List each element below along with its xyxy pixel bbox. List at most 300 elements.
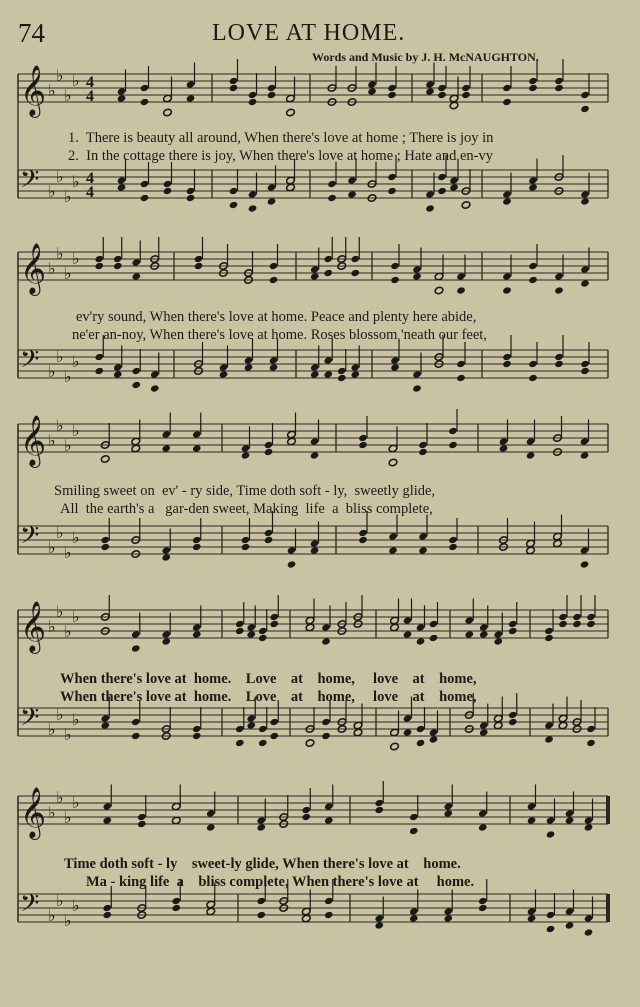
note-head — [301, 806, 311, 814]
note-head — [572, 613, 582, 621]
note-head — [131, 444, 141, 452]
note-head — [554, 353, 564, 361]
note-head — [258, 634, 268, 642]
flat-icon: ♭ — [56, 523, 64, 542]
note-head — [94, 255, 104, 263]
flat-icon: ♭ — [72, 172, 80, 191]
note-head — [310, 265, 320, 273]
note-head — [100, 543, 110, 551]
note-head — [137, 820, 147, 828]
note-head — [131, 258, 141, 266]
note-head — [131, 437, 141, 445]
note-head — [310, 437, 320, 445]
note-head — [100, 721, 110, 729]
note-head — [374, 921, 384, 929]
flat-icon: ♭ — [64, 86, 72, 105]
note-head — [586, 613, 596, 621]
note-head — [161, 553, 171, 561]
note-head — [390, 276, 400, 284]
note-head — [584, 914, 594, 922]
note-head — [301, 813, 311, 821]
note-head — [113, 363, 123, 371]
note-head — [235, 620, 245, 628]
note-head — [586, 620, 596, 628]
note-head — [102, 802, 112, 810]
flat-icon: ♭ — [72, 896, 80, 915]
note-head — [305, 739, 315, 747]
note-head — [186, 80, 196, 88]
note-head — [248, 204, 258, 212]
note-head — [337, 367, 347, 375]
flat-icon: ♭ — [72, 528, 80, 547]
note-head — [565, 816, 575, 824]
note-head — [194, 255, 204, 263]
note-head — [429, 634, 439, 642]
note-head — [350, 370, 360, 378]
note-head — [186, 194, 196, 202]
note-head — [508, 718, 518, 726]
flat-icon: ♭ — [64, 187, 72, 206]
note-head — [456, 360, 466, 368]
note-head — [264, 529, 274, 537]
flat-icon: ♭ — [72, 421, 80, 440]
note-head — [358, 536, 368, 544]
note-head — [580, 546, 590, 554]
note-head — [246, 721, 256, 729]
note-head — [117, 176, 127, 184]
note-head — [186, 94, 196, 102]
note-head — [310, 272, 320, 280]
note-head — [502, 190, 512, 198]
note-head — [544, 735, 554, 743]
note-head — [558, 620, 568, 628]
note-head — [267, 91, 277, 99]
note-head — [102, 904, 112, 912]
hymn-title: LOVE AT HOME. — [212, 20, 406, 46]
note-head — [412, 265, 422, 273]
note-head — [140, 84, 150, 92]
flat-icon: ♭ — [56, 66, 64, 85]
note-head — [388, 444, 398, 452]
note-head — [244, 356, 254, 364]
flat-icon: ♭ — [64, 725, 72, 744]
note-head — [527, 907, 537, 915]
note-head — [323, 269, 333, 277]
note-head — [171, 816, 181, 824]
note-head — [327, 180, 337, 188]
note-head — [418, 441, 428, 449]
note-head — [301, 914, 311, 922]
note-head — [544, 627, 554, 635]
note-head — [310, 451, 320, 459]
note-head — [117, 87, 127, 95]
note-head — [565, 907, 575, 915]
note-head — [448, 427, 458, 435]
note-head — [499, 444, 509, 452]
note-head — [546, 925, 556, 933]
note-head — [390, 623, 400, 631]
note-head — [358, 441, 368, 449]
note-head — [403, 630, 413, 638]
note-head — [229, 77, 239, 85]
note-head — [412, 370, 422, 378]
note-head — [131, 644, 141, 652]
note-head — [161, 637, 171, 645]
note-head — [580, 367, 590, 375]
note-head — [478, 897, 488, 905]
note-head — [246, 714, 256, 722]
note-head — [321, 637, 331, 645]
note-head — [580, 105, 590, 113]
note-head — [113, 262, 123, 270]
note-head — [350, 363, 360, 371]
note-head — [461, 84, 471, 92]
note-head — [286, 176, 296, 184]
note-head — [508, 627, 518, 635]
note-head — [258, 725, 268, 733]
note-head — [387, 187, 397, 195]
note-head — [94, 367, 104, 375]
note-head — [456, 286, 466, 294]
note-head — [171, 904, 181, 912]
note-head — [310, 546, 320, 554]
note-head — [425, 80, 435, 88]
note-head — [387, 173, 397, 181]
note-head — [403, 728, 413, 736]
note-head — [448, 536, 458, 544]
note-head — [248, 190, 258, 198]
note-head — [269, 356, 279, 364]
note-head — [194, 262, 204, 270]
note-head — [131, 718, 141, 726]
bass-clef-icon: 𝄢 — [20, 165, 40, 200]
note-head — [478, 823, 488, 831]
note-head — [267, 197, 277, 205]
note-head — [310, 363, 320, 371]
note-head — [584, 816, 594, 824]
note-head — [528, 374, 538, 382]
note-head — [350, 269, 360, 277]
note-head — [425, 190, 435, 198]
note-head — [586, 739, 596, 747]
note-head — [443, 809, 453, 817]
note-head — [528, 276, 538, 284]
flat-icon: ♭ — [48, 362, 56, 381]
note-head — [241, 543, 251, 551]
note-head — [418, 546, 428, 554]
note-head — [137, 813, 147, 821]
note-head — [301, 907, 311, 915]
note-head — [429, 735, 439, 743]
note-head — [192, 536, 202, 544]
system-2-verse-1: ev'ry sound, When there's love at home. Peace and plenty here abide, — [76, 309, 477, 325]
note-head — [554, 286, 564, 294]
note-head — [131, 272, 141, 280]
note-head — [580, 279, 590, 287]
note-head — [526, 546, 536, 554]
note-head — [267, 183, 277, 191]
note-head — [554, 77, 564, 85]
note-head — [553, 532, 563, 540]
flat-icon: ♭ — [56, 244, 64, 263]
flat-icon: ♭ — [48, 259, 56, 278]
note-head — [565, 809, 575, 817]
bass-clef-icon: 𝄢 — [20, 889, 40, 924]
note-head — [437, 91, 447, 99]
note-head — [425, 204, 435, 212]
note-head — [163, 187, 173, 195]
note-head — [347, 190, 357, 198]
note-head — [502, 84, 512, 92]
note-head — [580, 91, 590, 99]
flat-icon: ♭ — [56, 602, 64, 621]
time-signature-top: 4 — [86, 74, 94, 91]
note-head — [321, 718, 331, 726]
note-head — [192, 623, 202, 631]
note-head — [416, 725, 426, 733]
note-head — [558, 721, 568, 729]
note-head — [502, 98, 512, 106]
flat-icon: ♭ — [56, 416, 64, 435]
note-head — [416, 623, 426, 631]
flat-icon: ♭ — [56, 705, 64, 724]
note-head — [269, 262, 279, 270]
note-head — [546, 830, 556, 838]
note-head — [117, 183, 127, 191]
note-head — [321, 732, 331, 740]
note-head — [528, 176, 538, 184]
note-head — [163, 108, 173, 116]
note-head — [219, 370, 229, 378]
note-head — [171, 897, 181, 905]
flat-icon: ♭ — [56, 167, 64, 186]
note-head — [508, 620, 518, 628]
note-head — [464, 630, 474, 638]
bass-clef-icon: 𝄢 — [20, 345, 40, 380]
note-head — [323, 356, 333, 364]
note-head — [546, 911, 556, 919]
note-head — [580, 560, 590, 568]
note-head — [558, 714, 568, 722]
note-head — [580, 197, 590, 205]
note-head — [229, 201, 239, 209]
system-1-verse-1: 1. There is beauty all around, When there's love at home ; There is joy in — [68, 130, 494, 146]
note-head — [437, 173, 447, 181]
note-head — [113, 370, 123, 378]
note-head — [327, 194, 337, 202]
note-head — [286, 183, 296, 191]
treble-clef-icon: 𝄞 — [20, 601, 47, 652]
note-head — [479, 623, 489, 631]
note-head — [246, 630, 256, 638]
note-head — [499, 437, 509, 445]
system-4-verse-2: When there's love at home. Love at home, love at home, — [60, 689, 477, 705]
note-head — [544, 634, 554, 642]
note-head — [264, 441, 274, 449]
note-head — [449, 94, 459, 102]
note-head — [140, 180, 150, 188]
note-head — [269, 620, 279, 628]
note-head — [493, 637, 503, 645]
note-head — [374, 914, 384, 922]
note-head — [429, 728, 439, 736]
note-head — [528, 183, 538, 191]
note-head — [324, 802, 334, 810]
note-head — [409, 827, 419, 835]
note-head — [353, 721, 363, 729]
note-head — [449, 183, 459, 191]
note-head — [502, 353, 512, 361]
note-head — [131, 732, 141, 740]
note-head — [161, 546, 171, 554]
treble-clef-icon: 𝄞 — [20, 65, 47, 116]
flat-icon: ♭ — [72, 710, 80, 729]
system-5-verse-2: Ma - king life a bliss complete, When there's love at home. — [86, 874, 475, 890]
note-head — [269, 732, 279, 740]
note-head — [258, 627, 268, 635]
note-head — [554, 84, 564, 92]
system-5-verse-1: Time doth soft - ly sweet-ly glide, When there's love at home. — [64, 856, 461, 872]
note-head — [206, 809, 216, 817]
note-head — [388, 546, 398, 554]
note-head — [390, 262, 400, 270]
note-head — [502, 286, 512, 294]
note-head — [461, 91, 471, 99]
note-head — [580, 265, 590, 273]
system-2-verse-2: ne'er an-noy, When there's love at home. Roses blossom 'neath our feet, — [72, 327, 487, 343]
note-head — [286, 108, 296, 116]
note-head — [269, 718, 279, 726]
note-head — [358, 529, 368, 537]
flat-icon: ♭ — [64, 622, 72, 641]
time-signature-top: 4 — [86, 170, 94, 187]
note-head — [100, 714, 110, 722]
note-head — [434, 286, 444, 294]
note-head — [219, 363, 229, 371]
note-head — [502, 197, 512, 205]
note-head — [94, 353, 104, 361]
note-head — [324, 897, 334, 905]
note-head — [241, 536, 251, 544]
note-head — [493, 721, 503, 729]
note-head — [527, 816, 537, 824]
note-head — [403, 616, 413, 624]
note-head — [246, 623, 256, 631]
flat-icon: ♭ — [72, 793, 80, 812]
note-head — [388, 458, 398, 466]
note-head — [429, 620, 439, 628]
note-head — [171, 802, 181, 810]
note-head — [546, 816, 556, 824]
flat-icon: ♭ — [72, 352, 80, 371]
note-head — [163, 94, 173, 102]
note-head — [256, 816, 266, 824]
note-head — [584, 823, 594, 831]
note-head — [527, 802, 537, 810]
note-head — [140, 98, 150, 106]
note-head — [526, 539, 536, 547]
note-head — [192, 630, 202, 638]
note-head — [479, 728, 489, 736]
system-4-verse-1: When there's love at home. Love at home, love at home, — [60, 671, 477, 687]
note-head — [449, 176, 459, 184]
note-head — [478, 904, 488, 912]
note-head — [323, 370, 333, 378]
note-head — [558, 613, 568, 621]
note-head — [390, 356, 400, 364]
note-head — [437, 187, 447, 195]
note-head — [248, 91, 258, 99]
note-head — [323, 255, 333, 263]
flat-icon: ♭ — [64, 808, 72, 827]
note-head — [374, 799, 384, 807]
note-head — [305, 623, 315, 631]
note-head — [229, 84, 239, 92]
note-head — [586, 725, 596, 733]
note-head — [258, 739, 268, 747]
note-head — [324, 816, 334, 824]
note-head — [241, 451, 251, 459]
note-head — [387, 84, 397, 92]
note-head — [418, 532, 428, 540]
note-head — [287, 546, 297, 554]
note-head — [479, 721, 489, 729]
note-head — [163, 180, 173, 188]
system-3-verse-1: Smiling sweet on ev' - ry side, Time doth soft - ly, sweetly glide, — [54, 483, 436, 499]
note-head — [353, 728, 363, 736]
note-head — [553, 539, 563, 547]
note-head — [287, 430, 297, 438]
note-head — [448, 441, 458, 449]
note-head — [192, 444, 202, 452]
note-head — [102, 816, 112, 824]
note-head — [286, 94, 296, 102]
bass-clef-icon: 𝄢 — [20, 703, 40, 738]
flat-icon: ♭ — [48, 538, 56, 557]
flat-icon: ♭ — [48, 906, 56, 925]
system-3-verse-2: All the earth's a gar-den sweet, Making life a bliss complete, — [60, 501, 433, 517]
note-head — [448, 543, 458, 551]
note-head — [528, 360, 538, 368]
note-head — [479, 630, 489, 638]
note-head — [310, 370, 320, 378]
note-head — [409, 914, 419, 922]
note-head — [437, 84, 447, 92]
composer-credit: Words and Music by J. H. McNAUGHTON. — [312, 50, 539, 64]
flat-icon: ♭ — [56, 788, 64, 807]
note-head — [416, 739, 426, 747]
flat-icon: ♭ — [64, 543, 72, 562]
note-head — [443, 914, 453, 922]
flat-icon: ♭ — [48, 81, 56, 100]
note-head — [502, 360, 512, 368]
note-head — [412, 272, 422, 280]
note-head — [241, 444, 251, 452]
note-head — [528, 262, 538, 270]
note-head — [269, 276, 279, 284]
note-head — [256, 823, 266, 831]
note-head — [544, 721, 554, 729]
note-head — [321, 623, 331, 631]
flat-icon: ♭ — [56, 891, 64, 910]
note-head — [493, 630, 503, 638]
note-head — [554, 360, 564, 368]
note-head — [493, 714, 503, 722]
note-head — [161, 430, 171, 438]
note-head — [324, 911, 334, 919]
flat-icon: ♭ — [72, 71, 80, 90]
note-head — [584, 928, 594, 936]
